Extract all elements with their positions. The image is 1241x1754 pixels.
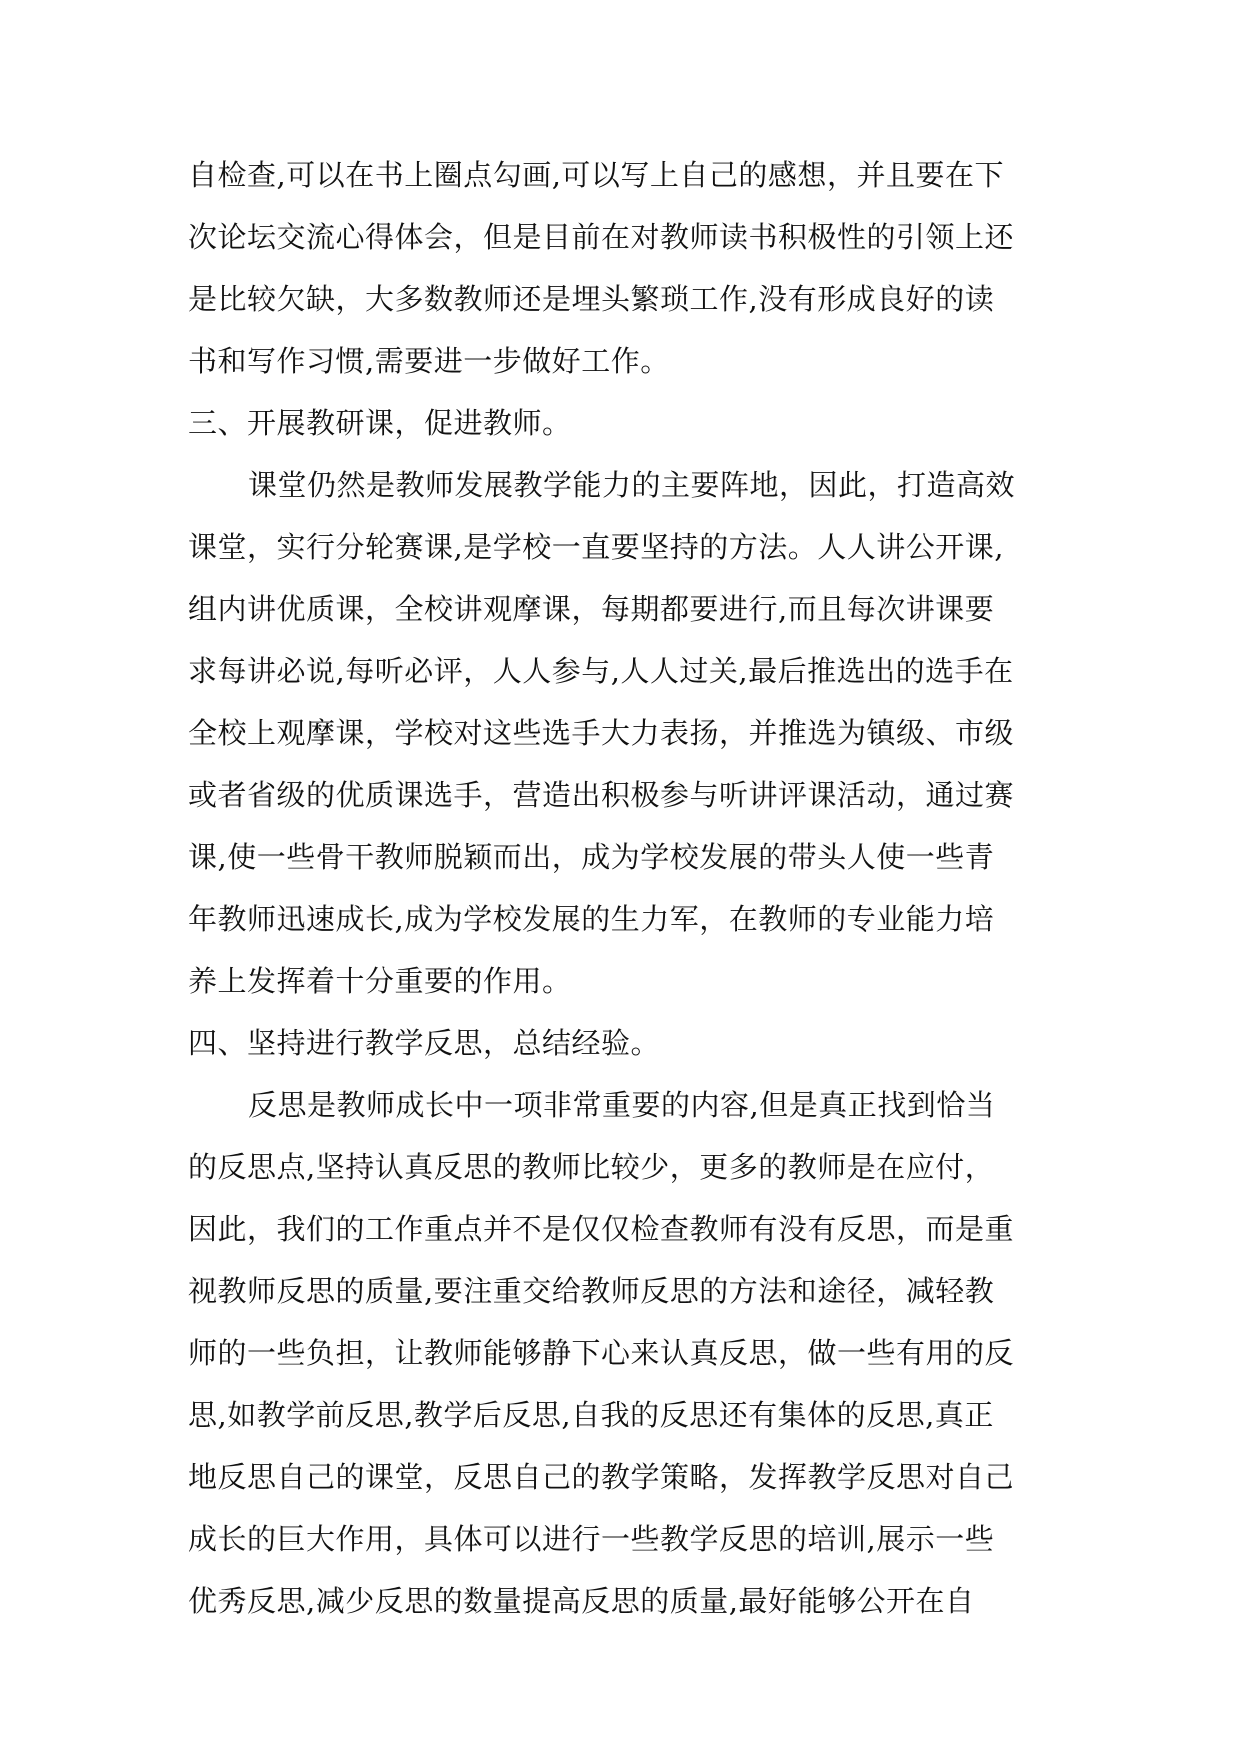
text-line: 或者省级的优质课选手，营造出积极参与听讲评课活动，通过赛 [188, 778, 1015, 812]
text-line: 反思是教师成长中一项非常重要的内容,但是真正找到恰当 [248, 1088, 996, 1122]
text-line: 四、坚持进行教学反思，总结经验。 [188, 1026, 661, 1060]
text-line: 视教师反思的质量,要注重交给教师反思的方法和途径，减轻教 [188, 1274, 995, 1308]
text-line: 三、开展教研课，促进教师。 [188, 406, 572, 440]
text-line: 组内讲优质课，全校讲观摩课，每期都要进行,而且每次讲课要 [188, 592, 995, 626]
text-line: 因此，我们的工作重点并不是仅仅检查教师有没有反思，而是重 [188, 1212, 1015, 1246]
text-line: 是比较欠缺，大多数教师还是埋头繁琐工作,没有形成良好的读 [188, 282, 995, 316]
text-line: 年教师迅速成长,成为学校发展的生力军，在教师的专业能力培 [188, 902, 995, 936]
text-line: 次论坛交流心得体会，但是目前在对教师读书积极性的引领上还 [188, 220, 1015, 254]
text-line: 书和写作习惯,需要进一步做好工作。 [188, 344, 670, 378]
text-line: 思,如教学前反思,教学后反思,自我的反思还有集体的反思,真正 [188, 1398, 994, 1432]
text-line: 优秀反思,减少反思的数量提高反思的质量,最好能够公开在自 [188, 1584, 975, 1618]
text-line: 的反思点,坚持认真反思的教师比较少，更多的教师是在应付， [188, 1150, 995, 1184]
text-line: 全校上观摩课，学校对这些选手大力表扬，并推选为镇级、市级 [188, 716, 1015, 750]
document-body [188, 144, 1068, 1632]
text-line: 养上发挥着十分重要的作用。 [188, 964, 572, 998]
text-line: 成长的巨大作用，具体可以进行一些教学反思的培训,展示一些 [188, 1522, 995, 1556]
text-line: 自检查,可以在书上圈点勾画,可以写上自己的感想，并且要在下 [188, 158, 1004, 192]
text-line: 课堂，实行分轮赛课,是学校一直要坚持的方法。人人讲公开课, [188, 530, 1004, 564]
text-line: 课,使一些骨干教师脱颖而出，成为学校发展的带头人使一些青 [188, 840, 995, 874]
text-line: 地反思自己的课堂，反思自己的教学策略，发挥教学反思对自己 [188, 1460, 1015, 1494]
text-line: 求每讲必说,每听必评，人人参与,人人过关,最后推选出的选手在 [188, 654, 1014, 688]
text-line: 课堂仍然是教师发展教学能力的主要阵地，因此，打造高效 [248, 468, 1016, 502]
text-line: 师的一些负担，让教师能够静下心来认真反思，做一些有用的反 [188, 1336, 1015, 1370]
